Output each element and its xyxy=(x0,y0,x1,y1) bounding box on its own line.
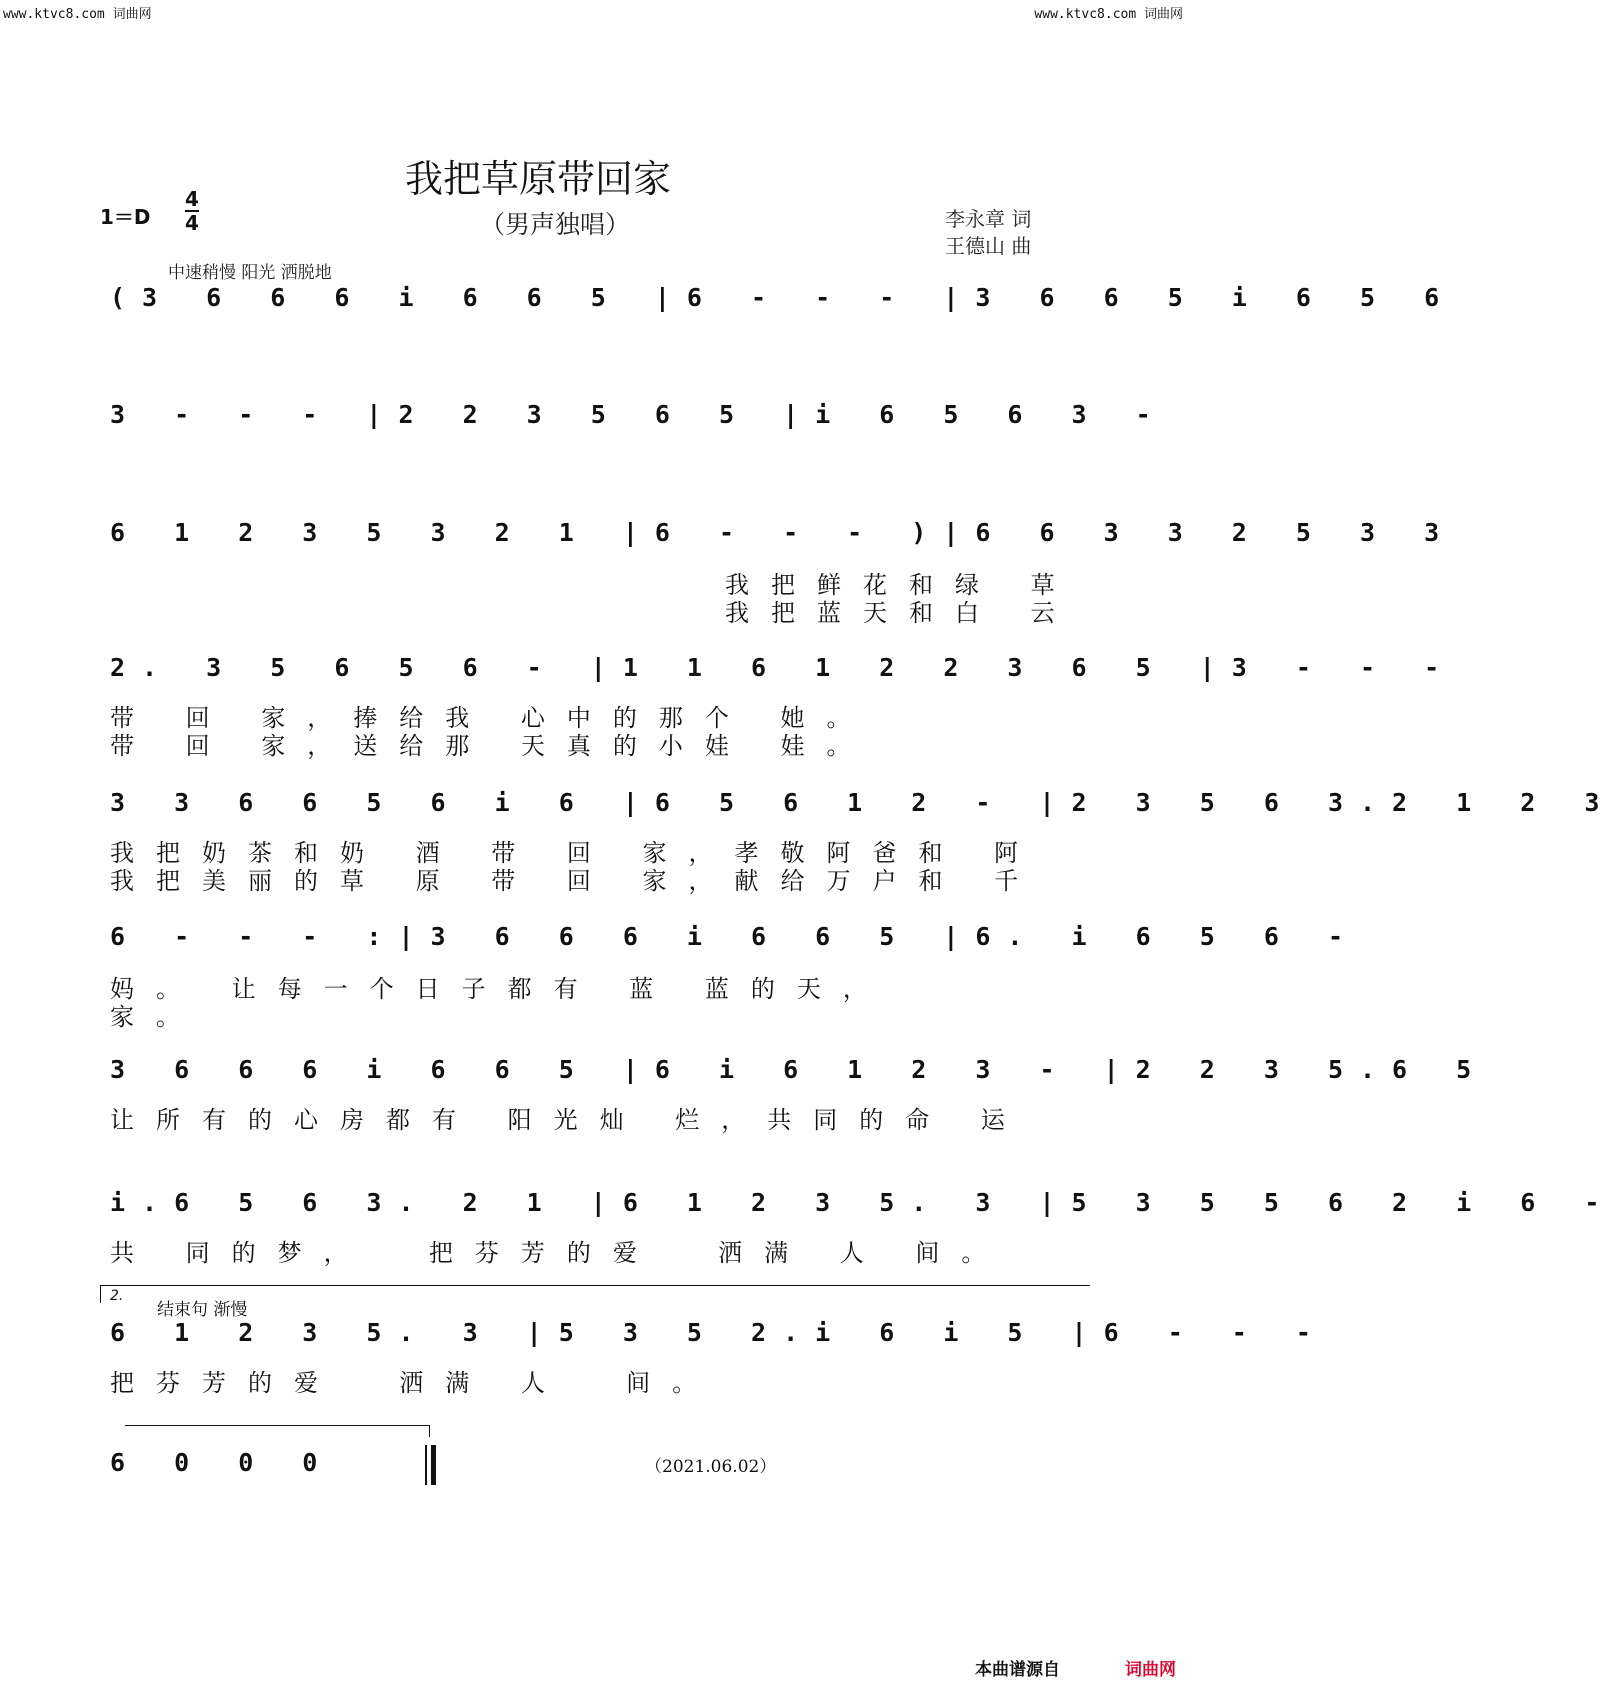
watermark-right: www.ktvc8.com 词曲网 xyxy=(1034,7,1183,22)
notation-line: 6 1 2 3 5 3 2 1 |6 - - - )|6 6 3 3 2 5 3 3 xyxy=(110,518,1457,547)
notation-line: 3 3 6 6 5 6 i 6 |6 5 6 1 2 - |2 3 5 6 3.2 1 2 3 xyxy=(110,788,1616,817)
notation-line: 3 - - - |2 2 3 5 6 5 |i 6 5 6 3 - xyxy=(110,400,1168,429)
footer-site-link[interactable]: 词曲网 xyxy=(1125,1660,1176,1680)
time-sig-bottom: 4 xyxy=(185,211,199,235)
time-signature xyxy=(185,188,199,234)
lyric-verse-2: 带 回 家，送给那 天真的小娃 娃。 xyxy=(110,732,873,760)
volta-bracket-edge xyxy=(100,1285,101,1303)
final-barline-thin xyxy=(425,1445,427,1485)
volta-bracket xyxy=(100,1285,1090,1286)
lyric-verse-1: 共 同的梦， 把芬芳的爱 洒满 人 间。 xyxy=(110,1239,1008,1267)
notation-line: 6 0 0 0 xyxy=(110,1448,335,1477)
notation-line: 3 6 6 6 i 6 6 5 |6 i 6 1 2 3 - |2 2 3 5.6 5 xyxy=(110,1055,1489,1084)
notation-line: 6 1 2 3 5. 3 |5 3 5 2.i 6 i 5 |6 - - - xyxy=(110,1318,1328,1347)
lyricist-credit: 李永章 词 xyxy=(945,207,1032,231)
composition-date: （2021.06.02） xyxy=(645,1457,777,1477)
notation-line: 6 - - - :|3 6 6 6 i 6 6 5 |6. i 6 5 6 - xyxy=(110,922,1360,951)
lyric-verse-2: 我把蓝天和白 云 xyxy=(725,599,1077,627)
song-title: 我把草原带回家 xyxy=(405,157,672,201)
notation-line: 2. 3 5 6 5 6 - |1 1 6 1 2 2 3 6 5 |3 - - - xyxy=(110,653,1457,682)
watermark-left: www.ktvc8.com 词曲网 xyxy=(3,7,152,22)
time-sig-top: 4 xyxy=(185,187,199,211)
notation-line: (3 6 6 6 i 6 6 5 |6 - - - |3 6 6 5 i 6 5 6 xyxy=(110,283,1457,312)
footer-source: 本曲谱源自 xyxy=(975,1660,1060,1680)
lyric-verse-2: 家。 xyxy=(110,1003,202,1031)
volta-number: 2. xyxy=(110,1288,124,1304)
key-signature: 1＝D xyxy=(100,205,151,229)
lyric-verse-1: 我把奶茶和奶 酒 带 回 家，孝敬阿爸和 阿 xyxy=(110,839,1041,867)
composer-credit: 王德山 曲 xyxy=(945,234,1032,258)
lyric-verse-1: 我把鲜花和绿 草 xyxy=(725,571,1077,599)
final-bracket-edge xyxy=(429,1425,430,1437)
notation-line: i.6 5 6 3. 2 1 |6 1 2 3 5. 3 |5 3 5 5 6 2 i 6 - xyxy=(110,1188,1616,1217)
lyric-verse-1: 带 回 家，捧给我 心中的那个 她。 xyxy=(110,704,873,732)
ending-annotation: 结束句 渐慢 xyxy=(157,1300,248,1320)
lyric-verse-2: 我把美丽的草 原 带 回 家，献给万户和 千 xyxy=(110,867,1041,895)
lyric-verse-1: 把芬芳的爱 洒满 人 间。 xyxy=(110,1369,719,1397)
song-subtitle: （男声独唱） xyxy=(480,210,631,239)
final-barline-thick xyxy=(431,1445,436,1485)
final-bracket xyxy=(125,1425,430,1426)
tempo-marking: 中速稍慢 阳光 洒脱地 xyxy=(168,263,332,283)
lyric-verse-1: 让所有的心房都有 阳光灿 烂，共同的命 运 xyxy=(110,1106,1027,1134)
lyric-verse-1: 妈。 让每一个日子都有 蓝 蓝的天， xyxy=(110,975,889,1003)
